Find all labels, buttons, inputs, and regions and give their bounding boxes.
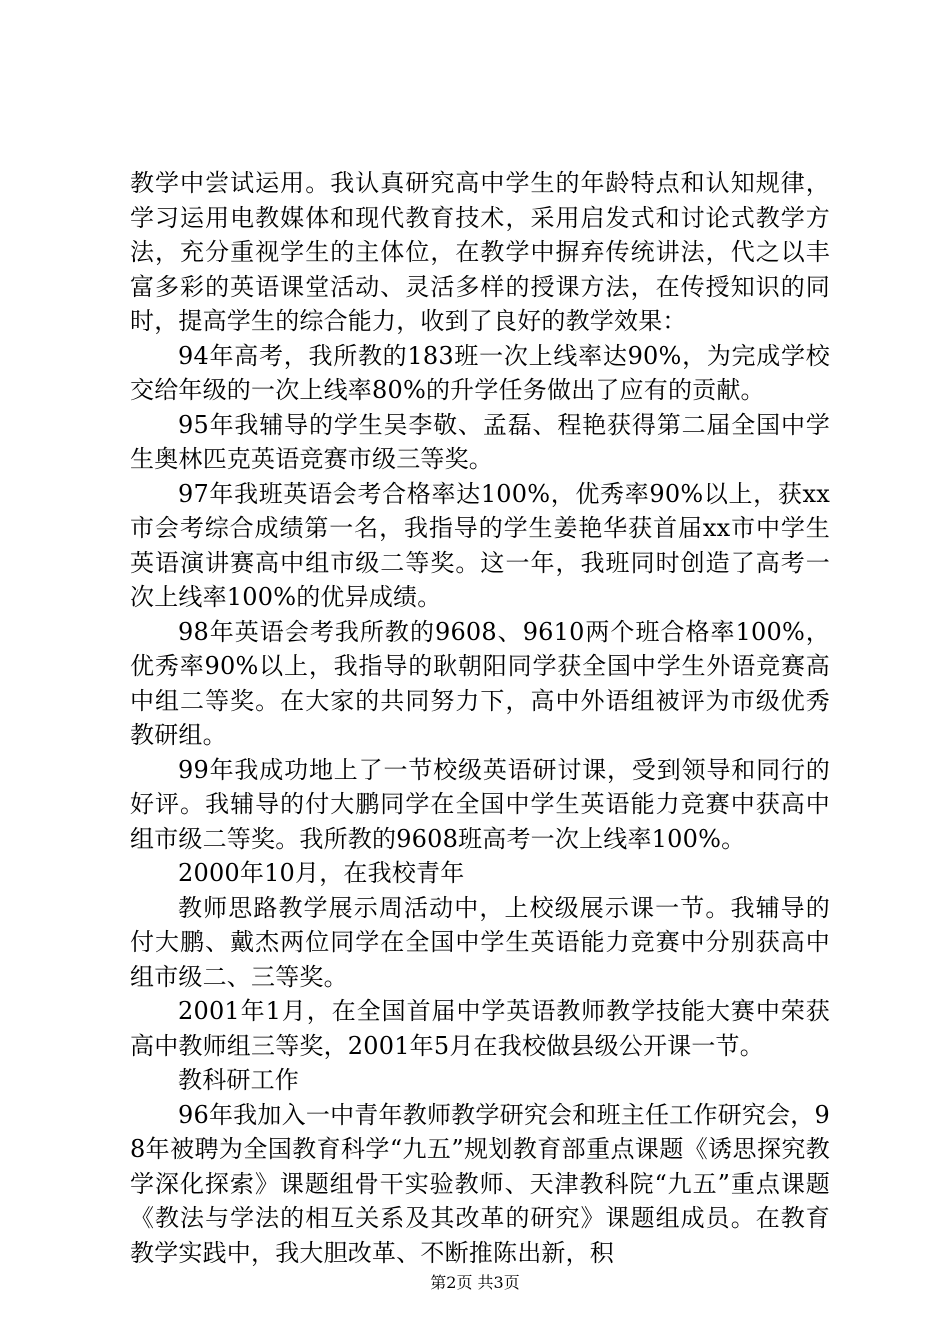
paragraph-4: 97年我班英语会考合格率达100%，优秀率90%以上，获xx市会考综合成绩第一名，我指导的学生姜艳华获首届xx市中学生英语演讲赛高中组市级二等奖。这一年，我班同时创造了高考一次上线率100%的优异成绩。 bbox=[130, 479, 830, 611]
paragraph-5: 98年英语会考我所教的9608、9610两个班合格率100%，优秀率90%以上，我指导的耿朝阳同学获全国中学生外语竞赛高中组二等奖。在大家的共同努力下，高中外语组被评为市级优秀教研组。 bbox=[130, 617, 830, 749]
paragraph-10: 96年我加入一中青年教师教学研究会和班主任工作研究会，98年被聘为全国教育科学“九五”规划教育部重点课题《诱思探究教学深化探索》课题组骨干实验教师、天津教科院“九五”重点课题《教法与学法的相互关系及其改革的研究》课题组成员。在教育教学实践中，我大胆改革、不断推陈出新，积 bbox=[130, 1100, 830, 1267]
paragraph-3: 95年我辅导的学生吴李敬、孟磊、程艳获得第二届全国中学生奥林匹克英语竞赛市级三等奖。 bbox=[130, 410, 830, 473]
document-body bbox=[130, 166, 830, 1270]
paragraph-7: 2000年10月，在我校青年 bbox=[178, 859, 465, 887]
paragraph-2: 94年高考，我所教的183班一次上线率达90%，为完成学校交给年级的一次上线率80%的升学任务做出了应有的贡献。 bbox=[130, 341, 830, 404]
section-heading: 教科研工作 bbox=[178, 1066, 299, 1094]
paragraph-8: 教师思路教学展示周活动中，上校级展示课一节。我辅导的付大鹏、戴杰两位同学在全国中学生英语能力竞赛中分别获高中组市级二、三等奖。 bbox=[130, 893, 830, 991]
paragraph-6: 99年我成功地上了一节校级英语研讨课，受到领导和同行的好评。我辅导的付大鹏同学在全国中学生英语能力竞赛中获高中组市级二等奖。我所教的9608班高考一次上线率100%。 bbox=[130, 755, 830, 853]
paragraph-1: 教学中尝试运用。我认真研究高中学生的年龄特点和认知规律，学习运用电教媒体和现代教育技术，采用启发式和讨论式教学方法，充分重视学生的主体位，在教学中摒弃传统讲法，代之以丰富多彩的英语课堂活动、灵活多样的授课方法，在传授知识的同时，提高学生的综合能力，收到了良好的教学效果： bbox=[130, 169, 830, 335]
page-footer: 第2页 共3页 bbox=[430, 1273, 520, 1292]
paragraph-9: 2001年1月，在全国首届中学英语教师教学技能大赛中荣获高中教师组三等奖，2001年5月在我校做县级公开课一节。 bbox=[130, 997, 830, 1060]
